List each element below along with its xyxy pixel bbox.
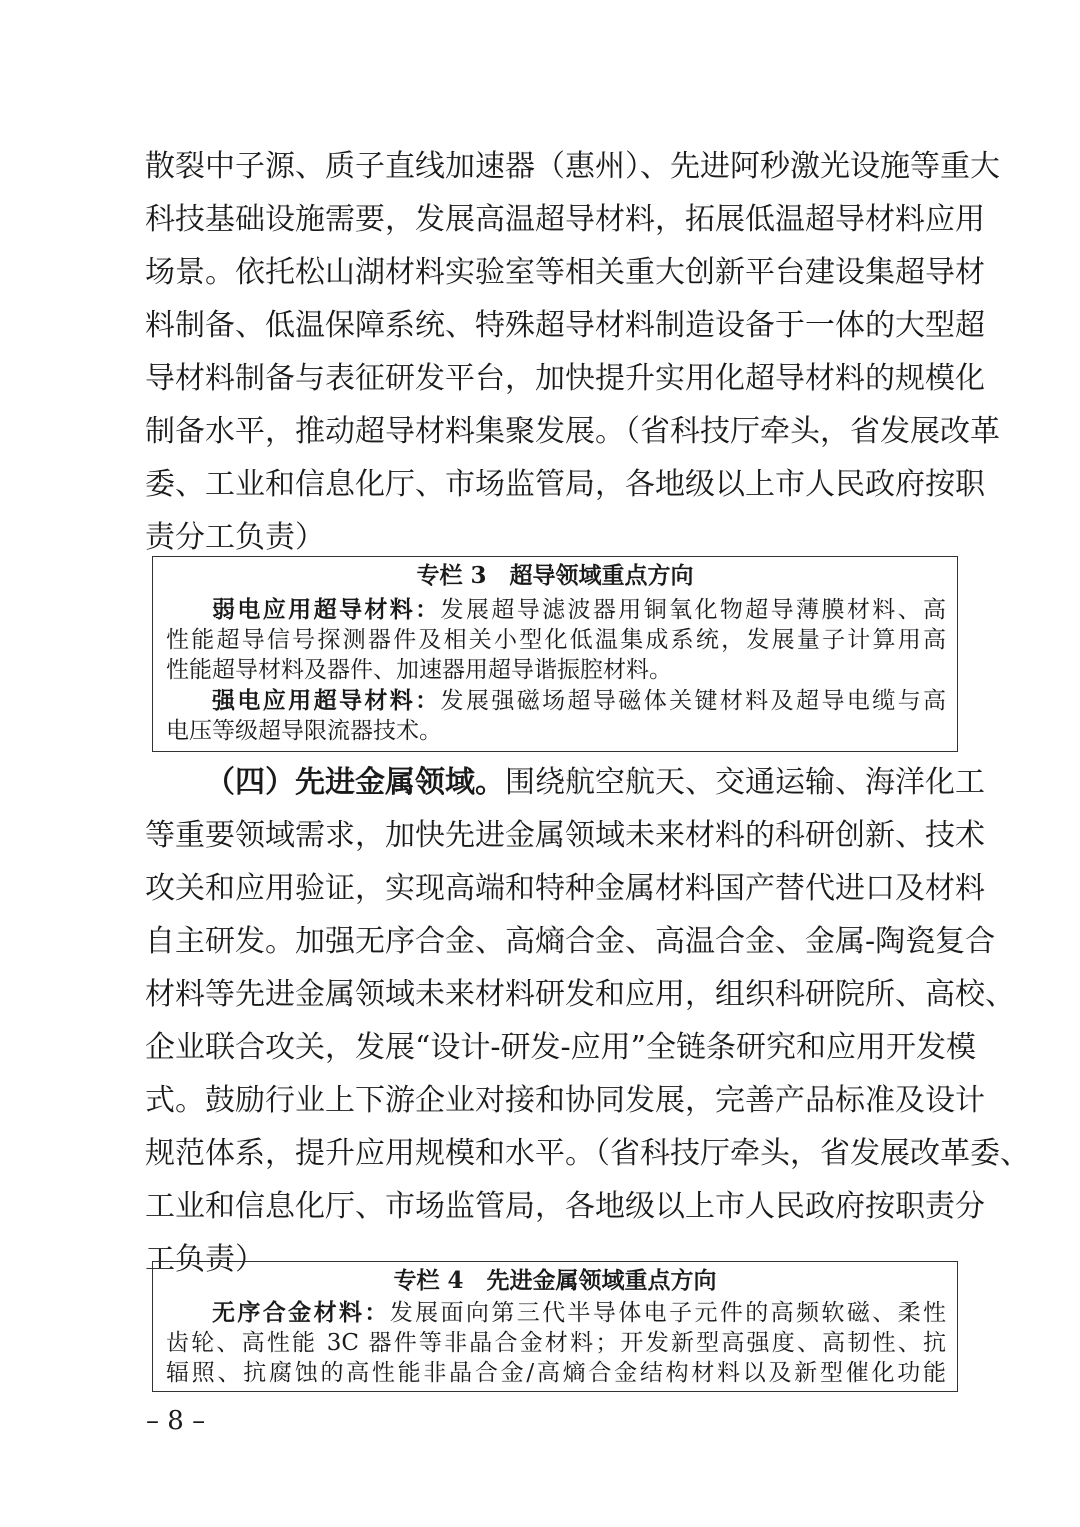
text-line: 攻关和应用验证，实现高端和特种金属材料国产替代进口及材料 xyxy=(145,871,985,906)
box-item-label: 弱电应用超导材料： xyxy=(212,596,441,623)
text-line xyxy=(205,763,985,803)
box-title: 专栏 4 先进金属领域重点方向 xyxy=(393,1267,717,1294)
box-item-text: 发展面向第三代半导体电子元件的高频软磁、柔性 xyxy=(389,1300,946,1326)
text-line: 导材料制备与表征研发平台，加快提升实用化超导材料的规模化 xyxy=(145,361,985,396)
page-number: – 8 – xyxy=(146,1406,206,1436)
column-box-3 xyxy=(152,556,958,752)
section-heading: （四）先进金属领域。 xyxy=(205,765,505,800)
text-line: 等重要领域需求，加快先进金属领域未来材料的科研创新、技术 xyxy=(145,818,985,853)
box-line: 电压等级超导限流器技术。 xyxy=(166,718,442,744)
text-line: 企业联合攻关，发展“设计-研发-应用”全链条研究和应用开发模 xyxy=(145,1030,976,1065)
text-line: 料制备、低温保障系统、特殊超导材料制造设备于一体的大型超 xyxy=(145,308,985,343)
text-line: 式。鼓励行业上下游企业对接和协同发展，完善产品标准及设计 xyxy=(145,1083,985,1118)
box-title: 专栏 3 超导领域重点方向 xyxy=(416,562,694,589)
text-line: 工业和信息化厅、市场监管局，各地级以上市人民政府按职责分 xyxy=(145,1189,985,1224)
column-box-4 xyxy=(152,1261,958,1392)
box-line: 齿轮、高性能 3C 器件等非晶合金材料；开发新型高强度、高韧性、抗 xyxy=(166,1330,946,1356)
box-line: 辐照、抗腐蚀的高性能非晶合金/高熵合金结构材料以及新型催化功能 xyxy=(166,1360,946,1386)
text-line: 科技基础设施需要，发展高温超导材料，拓展低温超导材料应用 xyxy=(145,202,985,237)
text-line: 制备水平，推动超导材料集聚发展。（省科技厅牵头，省发展改革 xyxy=(145,414,1000,449)
box-line xyxy=(166,686,946,716)
text-line: 委、工业和信息化厅、市场监管局，各地级以上市人民政府按职 xyxy=(145,467,985,502)
box-line xyxy=(166,1298,946,1328)
box-item-label: 无序合金材料： xyxy=(212,1299,390,1326)
text-line: 工负责） xyxy=(145,1242,265,1277)
text-line: 责分工负责） xyxy=(145,520,325,555)
box-item-label: 强电应用超导材料： xyxy=(212,687,441,714)
box-line xyxy=(166,595,946,625)
box-item-text: 发展超导滤波器用铜氧化物超导薄膜材料、高 xyxy=(440,597,947,623)
text-line: 材料等先进金属领域未来材料研发和应用，组织科研院所、高校、 xyxy=(145,977,1015,1012)
text-line: 散裂中子源、质子直线加速器（惠州）、先进阿秒激光设施等重大 xyxy=(145,149,1000,184)
box-item-text: 发展强磁场超导磁体关键材料及超导电缆与高 xyxy=(440,688,947,714)
text-line: 自主研发。加强无序合金、高熵合金、高温合金、金属-陶瓷复合 xyxy=(145,924,996,959)
box-line: 性能超导材料及器件、加速器用超导谐振腔材料。 xyxy=(166,657,672,683)
text-line: 规范体系，提升应用规模和水平。（省科技厅牵头，省发展改革委、 xyxy=(145,1136,1030,1171)
text-span: 围绕航空航天、交通运输、海洋化工 xyxy=(505,765,985,800)
text-line: 场景。依托松山湖材料实验室等相关重大创新平台建设集超导材 xyxy=(145,255,985,290)
box-line: 性能超导信号探测器件及相关小型化低温集成系统，发展量子计算用高 xyxy=(166,627,946,653)
